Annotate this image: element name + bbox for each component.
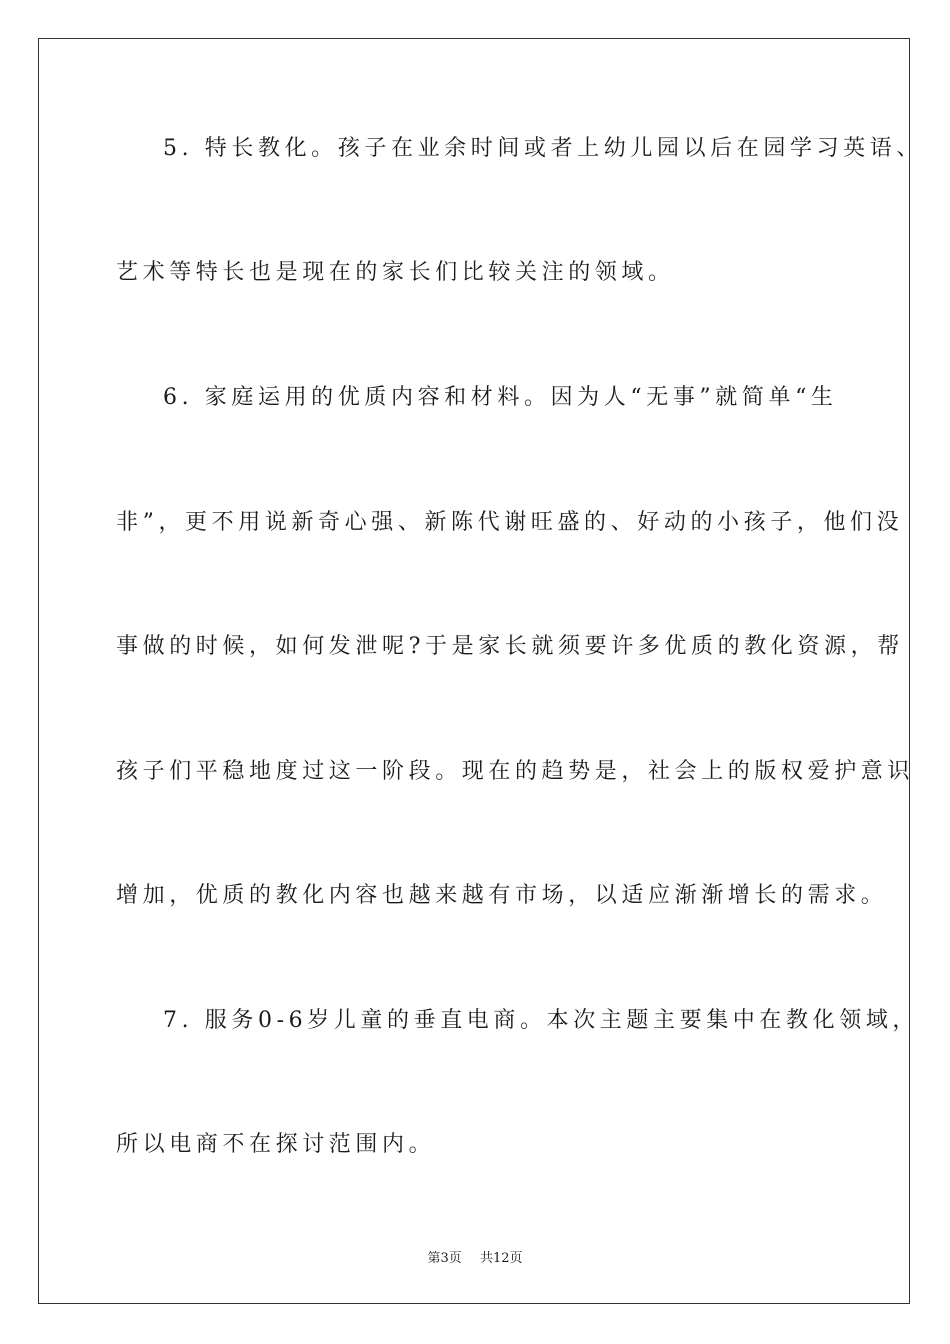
paragraph-6-line-4: 孩子们平稳地度过这一阶段。现在的趋势是，社会上的版权爱护意识	[116, 759, 915, 784]
paragraph-6-line-1: 6. 家庭运用的优质内容和材料。因为人“无事”就简单“生	[163, 385, 838, 410]
paragraph-7-line-1: 7. 服务0-6岁儿童的垂直电商。本次主题主要集中在教化领域，	[163, 1008, 920, 1033]
paragraph-6-line-2: 非”，更不用说新奇心强、新陈代谢旺盛的、好动的小孩子，他们没	[116, 510, 904, 535]
paragraph-6-line-5: 增加，优质的教化内容也越来越有市场，以适应渐渐增长的需求。	[116, 883, 888, 908]
page-border	[38, 38, 910, 1304]
page-number-total: 共12页	[479, 1251, 523, 1266]
paragraph-6-line-3: 事做的时候，如何发泄呢?于是家长就须要许多优质的教化资源，帮	[116, 634, 904, 659]
page-footer	[0, 1247, 950, 1266]
paragraph-5-line-2: 艺术等特长也是现在的家长们比较关注的领域。	[116, 260, 675, 285]
page-number-current: 第3页	[427, 1251, 462, 1266]
paragraph-7-line-2: 所以电商不在探讨范围内。	[116, 1132, 436, 1157]
paragraph-5-line-1: 5. 特长教化。孩子在业余时间或者上幼儿园以后在园学习英语、	[163, 136, 923, 161]
